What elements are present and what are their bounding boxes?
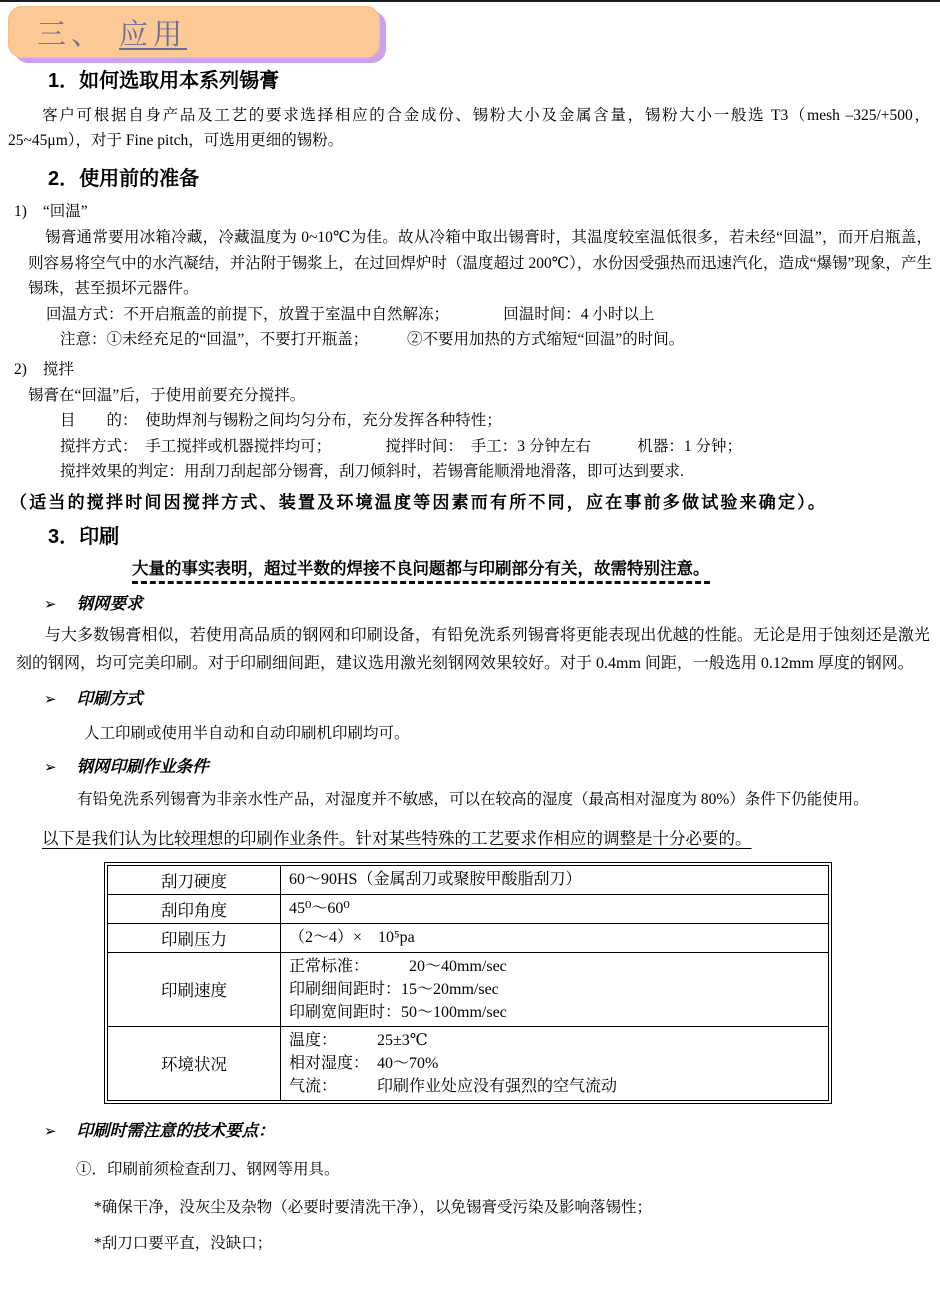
line-stir-method: 搅拌方式： 手工搅拌或机器搅拌均可； 搅拌时间： 手工：3 分钟左右 机器：1 分钟； [60, 437, 743, 455]
bullet-title: 印刷时需注意的技术要点： [76, 1121, 275, 1140]
table-row [108, 865, 829, 894]
section-banner [8, 6, 380, 58]
row-value-line: 印刷宽间距时：50～100mm/sec [289, 1003, 507, 1021]
row-label: 环境状况 [108, 1026, 281, 1100]
heading-section-3: 3．印刷 [48, 525, 120, 548]
banner-prefix: 三、 [37, 18, 106, 51]
list-marker: 2) [14, 360, 27, 378]
row-label: 刮印角度 [108, 894, 281, 923]
row-value-line: 印刷细间距时：15～20mm/sec [289, 980, 499, 998]
printing-conditions-table [104, 862, 832, 1104]
note-stir-bold: （适当的搅拌时间因搅拌方式、装置及环境温度等因素而有所不同，应在事前多做试验来确定）。 [10, 492, 828, 512]
para-stencil-requirements: 与大多数锡膏相似，若使用高品质的钢网和印刷设备，有铅免洗系列锡膏将更能表现出优越的性能。无论是用于蚀刻还是激光刻的钢网，均可完美印刷。对于印刷细间距，建议选用激光刻钢网效果较好。对于 0.4mm 间距，一般选用 0.12mm 厚度的钢网。 [16, 626, 930, 672]
bullet-print-conditions [44, 756, 940, 779]
bullet-title: 钢网印刷作业条件 [76, 757, 209, 776]
banner-title: 应用 [119, 18, 188, 51]
row-label: 印刷速度 [108, 952, 281, 1026]
para-stir-intro: 锡膏在“回温”后，于使用前要充分搅拌。 [28, 386, 306, 404]
bullet-title: 印刷方式 [76, 689, 143, 708]
line-rewarm-note: 注意：①未经充足的“回温”，不要打开瓶盖； ②不要用加热的方式缩短“回温”的时间。 [60, 331, 685, 348]
row-value-line: 温度： 25±3℃ [289, 1031, 428, 1049]
list-marker: 1) [14, 203, 27, 220]
line-stir-purpose: 目 的： 使助焊剂与锡粉之间均匀分布，充分发挥各种特性； [60, 412, 502, 429]
line-stir-judge: 搅拌效果的判定：用刮刀刮起部分锡膏，刮刀倾斜时，若锡膏能顺滑地滑落，即可达到要求. [60, 463, 684, 480]
row-value-line: 相对湿度： 40～70% [289, 1054, 439, 1072]
row-label: 印刷压力 [108, 923, 281, 952]
table-row [108, 894, 829, 923]
heading-section-2: 2．使用前的准备 [48, 168, 200, 190]
row-value-line: 气流： 印刷作业处应没有强烈的空气流动 [289, 1077, 618, 1095]
list-item-stir [14, 359, 940, 381]
bullet-title: 钢网要求 [76, 594, 143, 613]
row-value-line: 正常标准： 20～40mm/sec [289, 957, 507, 975]
tech-item-1: ①．印刷前须检查刮刀、钢网等用具。 [76, 1160, 340, 1178]
row-value: （2～4）× 10⁵pa [289, 929, 415, 946]
para-print-conditions: 有铅免洗系列锡膏为非亲水性产品，对湿度并不敏感，可以在较高的湿度（最高相对湿度为 80%）条件下仍能使用。 [77, 790, 869, 808]
tech-sub-2: *刮刀口要平直，没缺口； [94, 1234, 273, 1252]
heading-section-1: 1．如何选取用本系列锡膏 [48, 70, 280, 92]
para-rewarm: 锡膏通常要用冰箱冷藏，冷藏温度为 0~10℃为佳。故从冷箱中取出锡膏时，其温度较室温低很多，若未经“回温”，而开启瓶盖，则容易将空气中的水汽凝结，并沾附于锡浆上，在过回焊炉时（温度超过 200℃），水份因受强热而迅速汽化，造成“爆锡”现象，产生锡珠，甚至损坏元器件。 [28, 229, 932, 297]
row-value: 60～90HS（金属刮刀或聚胺甲酸脂刮刀） [289, 871, 582, 888]
line-ideal-conditions: 以下是我们认为比较理想的印刷作业条件。针对某些特殊的工艺要求作相应的调整是十分必要的。 [42, 828, 752, 848]
line-rewarm-method: 回温方式：不开启瓶盖的前提下，放置于室温中自然解冻； 回温时间：4 小时以上 [46, 305, 655, 323]
row-label: 刮刀硬度 [108, 865, 281, 894]
bullet-print-method [44, 688, 940, 711]
table-row [108, 1026, 829, 1100]
para-paste-selection: 客户可根据自身产品及工艺的要求选择相应的合金成份、锡粉大小及金属含量，锡粉大小一般选 T3（mesh –325/+500，25~45μm），对于 Fine pitch，可选用更细的锡粉。 [8, 107, 930, 149]
list-item-title: “回温” [42, 203, 88, 220]
table-row [108, 923, 829, 952]
list-item-title: 搅拌 [42, 360, 74, 378]
row-value: 45⁰～60⁰ [289, 900, 350, 917]
bullet-tech-points [44, 1120, 940, 1143]
bullet-stencil-requirements [44, 593, 940, 616]
arrow-bullet-icon: ➢ [44, 1121, 57, 1140]
arrow-bullet-icon: ➢ [44, 594, 57, 613]
para-print-method: 人工印刷或使用半自动和自动印刷机印刷均可。 [84, 724, 410, 742]
list-item-rewarm [14, 201, 940, 223]
arrow-bullet-icon: ➢ [44, 689, 57, 708]
tech-sub-1: *确保干净，没灰尘及杂物（必要时要清洗干净），以免锡膏受污染及影响落锡性； [94, 1198, 653, 1216]
table-row [108, 952, 829, 1026]
key-sentence: 大量的事实表明，超过半数的焊接不良问题都与印刷部分有关，故需特别注意。 [132, 557, 940, 581]
arrow-bullet-icon: ➢ [44, 757, 57, 776]
